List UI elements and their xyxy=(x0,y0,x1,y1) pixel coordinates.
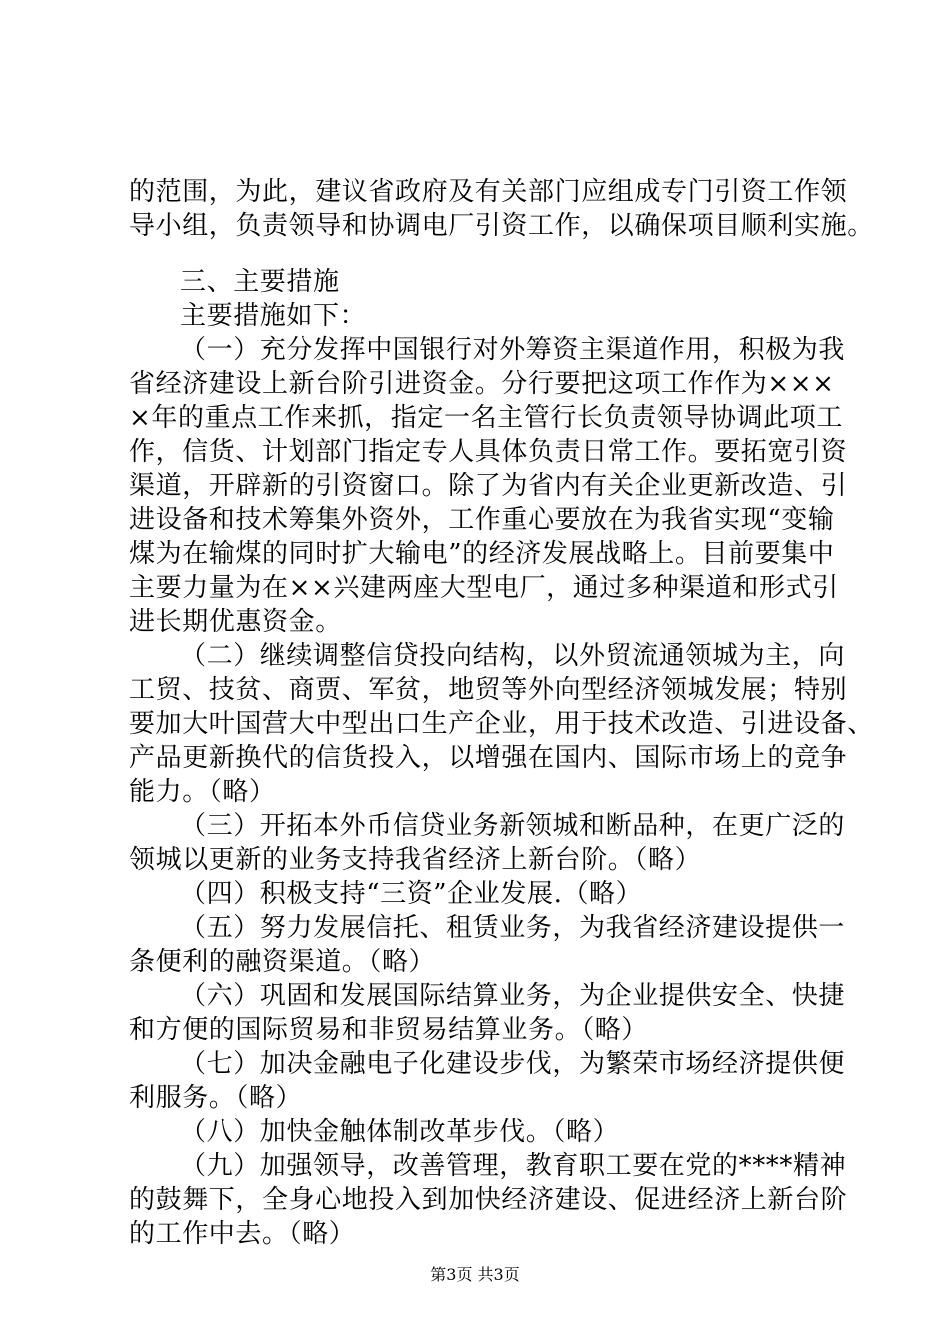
text-line: （三）开拓本外币信贷业务新领城和断品种，在更广泛的 xyxy=(180,811,846,841)
text-line: 煤为在输煤的同时扩大输电”的经济发展战略上。目前要集中 xyxy=(129,539,835,569)
text-line: （七）加决金融电子化建设步伐，为繁荣市场经济提供便 xyxy=(180,1049,846,1079)
section-heading: 三、主要措施 xyxy=(180,267,340,297)
text-line: 进设备和技术筹集外资外，工作重心要放在为我省实现“变输 xyxy=(129,505,835,535)
text-line: （一）充分发挥中国银行对外筹资主渠道作用，积极为我 xyxy=(180,335,846,365)
text-line: （八）加快金触体制改革步伐。（略） xyxy=(180,1117,620,1147)
text-line: 的鼓舞下，全身心地投入到加快经济建设、促进经济上新台阶 xyxy=(129,1185,848,1215)
text-line: 主要力量为在××兴建两座大型电厂，通过多种渠道和形式引 xyxy=(129,573,839,603)
text-line: 利服务。（略） xyxy=(129,1083,303,1113)
text-line: 进长期优惠资金。 xyxy=(129,607,342,637)
text-line: 和方便的国际贸易和非贸易结算业务。（略） xyxy=(129,1015,649,1045)
text-line: 要加大叶国营大中型出口生产企业，用于技术改造、引进设备、 xyxy=(129,709,874,739)
text-line: （二）继续调整信贷投向结构，以外贸流通领城为主，向 xyxy=(180,641,846,671)
text-line: 领城以更新的业务支持我省经济上新台阶。（略） xyxy=(129,845,702,875)
page-footer: 第3页 共3页 xyxy=(430,1265,520,1284)
text-line: 的工作中去。（略） xyxy=(129,1219,356,1249)
text-line: 作，信货、计划部门指定专人具体负责日常工作。要拓宽引资 xyxy=(129,437,848,467)
text-line: 能力。（略） xyxy=(129,777,276,807)
text-line: 导小组，负责领导和协调电厂引资工作，以确保项目顺利实施。 xyxy=(129,211,874,241)
text-line: ×年的重点工作来抓，指定一名主管行长负责领导协调此项工 xyxy=(129,403,843,433)
text-line: 的范围，为此，建议省政府及有关部门应组成专门引资工作领 xyxy=(129,177,848,207)
text-line: 主要措施如下： xyxy=(180,301,367,331)
text-line: 产品更新换代的信货投入，以增强在国内、国际市场上的竞争 xyxy=(129,743,848,773)
text-line: 条便利的融资渠道。（略） xyxy=(129,947,436,977)
text-line: （六）巩固和发展国际结算业务，为企业提供安全、快捷 xyxy=(180,981,846,1011)
text-line: （九）加强领导，改善管理，教育职工要在党的****精神 xyxy=(180,1151,847,1181)
text-line: 工贸、技贫、商贾、军贫，地贸等外向型经济领城发展；特别 xyxy=(129,675,848,705)
text-line: 渠道，开辟新的引资窗口。除了为省内有关企业更新改造、引 xyxy=(129,471,848,501)
text-line: （五）努力发展信托、租赁业务，为我省经济建设提供一 xyxy=(180,913,846,943)
text-line: （四）积极支持“三资”企业发展.（略） xyxy=(180,879,643,909)
text-line: 省经济建设上新台阶引进资金。分行要把这项工作作为××× xyxy=(129,369,835,399)
